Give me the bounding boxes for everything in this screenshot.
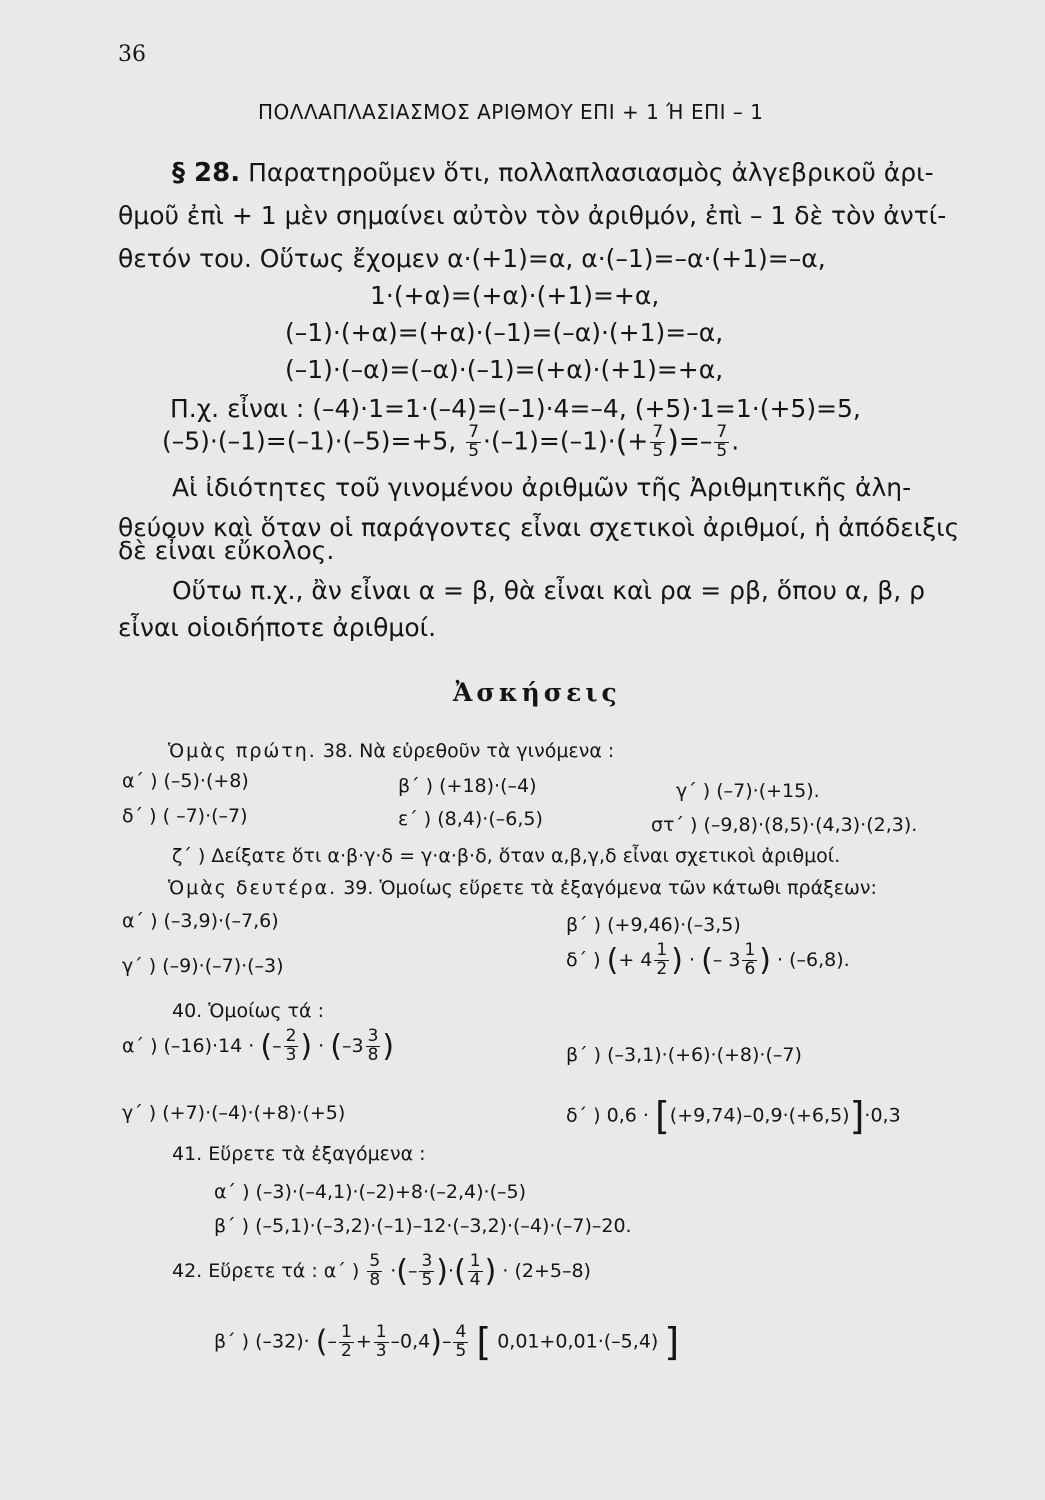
left-paren: ( — [701, 942, 713, 978]
exercise-41-b: β΄ ) (–5,1)·(–3,2)·(–1)–12·(–3,2)·(–4)·(–7)–20. — [214, 1215, 632, 1237]
fraction-numerator: 1 — [656, 940, 668, 960]
exercise-38-c: γ΄ ) (–7)·(+15). — [676, 780, 820, 802]
exercise-38-d: δ΄ ) ( –7)·(–7) — [122, 805, 248, 827]
example-2-part-a: (–5)·(–1)=(–1)·(–5)=+5, — [162, 426, 457, 456]
fraction-denominator: 5 — [652, 440, 664, 461]
exercises-heading: Ἀσκήσεις — [453, 678, 621, 707]
fraction-seven-fifths-2 — [650, 424, 665, 461]
fraction-denominator: 8 — [367, 1044, 379, 1065]
right-bracket: ] — [849, 1094, 865, 1138]
fraction-denominator: 5 — [468, 440, 480, 461]
exercise-41-a: α΄ ) (–3)·(–4,1)·(–2)+8·(–2,4)·(–5) — [214, 1181, 527, 1203]
fraction-numerator: 5 — [369, 1251, 381, 1271]
paragraph-2-line-2: θεύουν καὶ ὅταν οἱ παράγοντες εἶναι σχετικοὶ ἀριθμοί, ἡ ἀπόδειξις — [118, 513, 960, 542]
example-line-1: Π.χ. εἶναι : (–4)·1=1·(–4)=(–1)·4=–4, (+5)·1=1·(+5)=5, — [170, 394, 861, 423]
fraction-five-eighths — [367, 1253, 382, 1290]
fraction-one-third — [374, 1321, 389, 1361]
section-text-1: Παρατηροῦμεν ὅτι, πολλαπλασιασμὸς ἀλγεβρικοῦ ἀρι- — [248, 158, 934, 187]
paragraph-2-line-1: Αἱ ἰδιότητες τοῦ γινομένου ἀριθμῶν τῆς Ἀριθμητικῆς ἀλη- — [172, 473, 912, 502]
exercise-38-e: ε΄ ) (8,4)·(–6,5) — [398, 808, 543, 830]
fraction-four-fifths — [453, 1321, 468, 1361]
exercise-40-title: 40. Ὁμοίως τά : — [172, 1000, 325, 1022]
fraction-two-thirds — [284, 1028, 299, 1065]
fraction-denominator: 3 — [375, 1340, 387, 1361]
exercise-40-c: γ΄ ) (+7)·(–4)·(+8)·(+5) — [122, 1102, 346, 1124]
fraction-denominator: 8 — [369, 1269, 381, 1290]
exercise-40-d-inner: (+9,74)–0,9·(+6,5) — [669, 1104, 850, 1127]
section-number: § 28. — [172, 158, 241, 188]
fraction-denominator: 2 — [340, 1340, 352, 1361]
left-bracket: [ — [476, 1320, 492, 1364]
fraction-numerator: 1 — [744, 940, 756, 960]
exercise-42-b: β΄ ) (–32)· (– $\frac{1}{2}$ + $\frac{1}{3}$ –0,4)– $\frac{4}{5}$ [ 0,01+0,01·(–5,4) ] — [214, 1320, 680, 1364]
right-paren: ) — [382, 1028, 395, 1064]
group-1-title: Ὁμὰς πρώτη. — [168, 740, 317, 762]
left-bracket: [ — [654, 1094, 670, 1138]
exercise-42-title: 42. Εὕρετε τά : — [172, 1259, 318, 1282]
exercise-38-b: β΄ ) (+18)·(–4) — [398, 775, 537, 797]
fraction-three-fifths — [419, 1253, 434, 1290]
exercise-42-b-inner: 0,01+0,01·(–5,4) — [497, 1330, 659, 1353]
paragraph-3-line-1: Οὕτω π.χ., ἂν εἶναι α = β, θὰ εἶναι καὶ ρα = ρβ, ὅπου α, β, ρ — [172, 576, 925, 605]
right-bracket: ] — [664, 1320, 680, 1364]
exercise-42-b-label: β΄ ) (–32)· — [214, 1330, 310, 1353]
fraction-numerator: 7 — [716, 422, 728, 442]
exercise-38-prompt: 38. Νὰ εὑρεθοῦν τὰ γινόμενα : — [322, 740, 615, 762]
right-paren: ) — [300, 1028, 313, 1064]
exercise-41-title: 41. Εὕρετε τὰ ἐξαγόμενα : — [172, 1143, 426, 1165]
mixed-number-whole: –3 — [341, 1034, 364, 1057]
example-2-plus: + — [627, 426, 649, 456]
page-number: 36 — [118, 42, 146, 67]
section-line-3: θετόν του. Οὕτως ἔχομεν α·(+1)=α, α·(–1)=–α·(+1)=–α, — [118, 244, 826, 273]
exercise-38-f: στ΄ ) (–9,8)·(8,5)·(4,3)·(2,3). — [651, 814, 918, 836]
fraction-numerator: 1 — [375, 1321, 387, 1342]
exercise-42-a: 42. Εὕρετε τά : α΄ ) $\frac{5}{8}$ ·(– $\frac{3}{5}$ )·( $\frac{1}{4}$ ) · (2+5–8) — [172, 1251, 591, 1290]
exercise-42-a-label: α΄ ) — [323, 1259, 360, 1282]
exercise-40-d-tail: ·0,3 — [864, 1104, 901, 1127]
paragraph-3-line-2: εἶναι οἱοιδήποτε ἀριθμοί. — [118, 613, 437, 642]
fraction-numerator: 1 — [340, 1321, 352, 1342]
exercise-39-d: δ΄ ) (+ 4 $\frac{1}{2}$ ) · (– 3 $\frac{1}{6}$ ) · (–6,8). — [566, 940, 850, 979]
fraction-three-eighths — [366, 1028, 381, 1065]
section-line-1 — [172, 160, 934, 186]
fraction-one-half — [654, 942, 669, 979]
exercise-39-prompt: 39. Ὁμοίως εὕρετε τὰ ἐξαγόμενα τῶν κάτωθι πράξεων: — [343, 877, 877, 899]
exercise-40-d — [566, 1094, 901, 1138]
fraction-denominator: 5 — [716, 440, 728, 461]
fraction-one-quarter — [468, 1253, 483, 1290]
fraction-seven-fifths-3 — [714, 424, 729, 461]
equation-3: (–1)·(–α)=(–α)·(–1)=(+α)·(+1)=+α, — [285, 355, 724, 384]
fraction-numerator: 1 — [469, 1251, 481, 1271]
right-paren: ) — [436, 1253, 449, 1289]
left-paren: ( — [454, 1253, 466, 1289]
fraction-numerator: 2 — [285, 1026, 297, 1046]
exercise-39-d-tail: · (–6,8). — [777, 948, 850, 971]
running-header: ΠΟΛΛΑΠΛΑΣΙΑΣΜΟΣ ΑΡΙΘΜΟΥ ΕΠΙ + 1 Ή ΕΠΙ – 1 — [258, 100, 764, 124]
example-2-period: . — [731, 426, 740, 456]
fraction-numerator: 7 — [468, 422, 480, 442]
left-paren: ( — [615, 424, 628, 460]
exercise-39-a: α΄ ) (–3,9)·(–7,6) — [122, 910, 279, 932]
fraction-numerator: 7 — [652, 422, 664, 442]
example-line-2 — [162, 424, 739, 461]
left-paren: ( — [260, 1028, 273, 1064]
fraction-numerator: 3 — [421, 1251, 433, 1271]
fraction-denominator: 4 — [469, 1269, 481, 1290]
example-2-equals: = — [678, 426, 700, 456]
exercise-38-g: ζ΄ ) Δείξατε ὅτι α·β·γ·δ = γ·α·β·δ, ὅταν α,β,γ,δ εἶναι σχετικοὶ ἀριθμοί. — [172, 845, 841, 867]
exercise-38-title — [168, 740, 614, 762]
right-paren: ) — [671, 942, 683, 978]
exercise-40-d-label: δ΄ ) 0,6 · — [566, 1104, 649, 1127]
equation-1: 1·(+α)=(+α)·(+1)=+α, — [370, 281, 660, 310]
exercise-40-a-label: α΄ ) (–16)·14 · — [122, 1034, 255, 1057]
exercise-39-d-label: δ΄ ) — [566, 948, 601, 971]
right-paren: ) — [484, 1253, 497, 1289]
fraction-numerator: 3 — [367, 1026, 379, 1046]
right-paren: ) — [759, 942, 771, 978]
exercise-39-c: γ΄ ) (–9)·(–7)·(–3) — [122, 955, 284, 977]
group-2-title: Ὁμὰς δευτέρα. — [168, 877, 338, 899]
mixed-number-whole: + 4 — [618, 948, 653, 971]
fraction-denominator: 5 — [455, 1340, 467, 1361]
fraction-denominator: 3 — [285, 1044, 297, 1065]
fraction-denominator: 5 — [421, 1269, 433, 1290]
paragraph-2-line-3: δὲ εἶναι εὔκολος. — [118, 536, 335, 565]
exercise-39-b: β΄ ) (+9,46)·(–3,5) — [566, 914, 741, 936]
fraction-numerator: 4 — [455, 1321, 467, 1342]
exercise-38-a: α΄ ) (–5)·(+8) — [122, 770, 249, 792]
left-paren: ( — [330, 1028, 342, 1064]
fraction-denominator: 6 — [744, 958, 756, 979]
equation-2: (–1)·(+α)=(+α)·(–1)=(–α)·(+1)=–α, — [285, 318, 724, 347]
exercise-40-b: β΄ ) (–3,1)·(+6)·(+8)·(–7) — [566, 1044, 802, 1066]
example-2-minus: – — [699, 426, 713, 456]
fraction-seven-fifths — [466, 424, 481, 461]
example-2-part-b: ·(–1)=(–1)· — [483, 426, 616, 456]
right-paren: ) — [667, 424, 679, 460]
left-paren: ( — [315, 1324, 328, 1360]
minus-sign: – — [272, 1034, 282, 1057]
section-line-2: θμοῦ ἐπὶ + 1 μὲν σημαίνει αὐτὸν τὸν ἀριθμόν, ἐπὶ – 1 δὲ τὸν ἀντί- — [118, 201, 947, 230]
exercise-42-a-tail: (2+5–8) — [514, 1259, 591, 1282]
fraction-denominator: 2 — [656, 958, 668, 979]
exercise-42-b-mid: –0,4 — [390, 1330, 431, 1353]
left-paren: ( — [606, 942, 619, 978]
exercise-40-a: α΄ ) (–16)·14 · (– $\frac{2}{3}$ ) · (–3 $\frac{3}{8}$ ) — [122, 1026, 395, 1065]
fraction-one-half — [339, 1321, 354, 1361]
right-paren: ) — [430, 1324, 442, 1360]
left-paren: ( — [396, 1253, 408, 1289]
mixed-number-whole: – 3 — [712, 948, 741, 971]
exercise-39-title — [168, 877, 877, 899]
fraction-one-sixth — [742, 942, 757, 979]
